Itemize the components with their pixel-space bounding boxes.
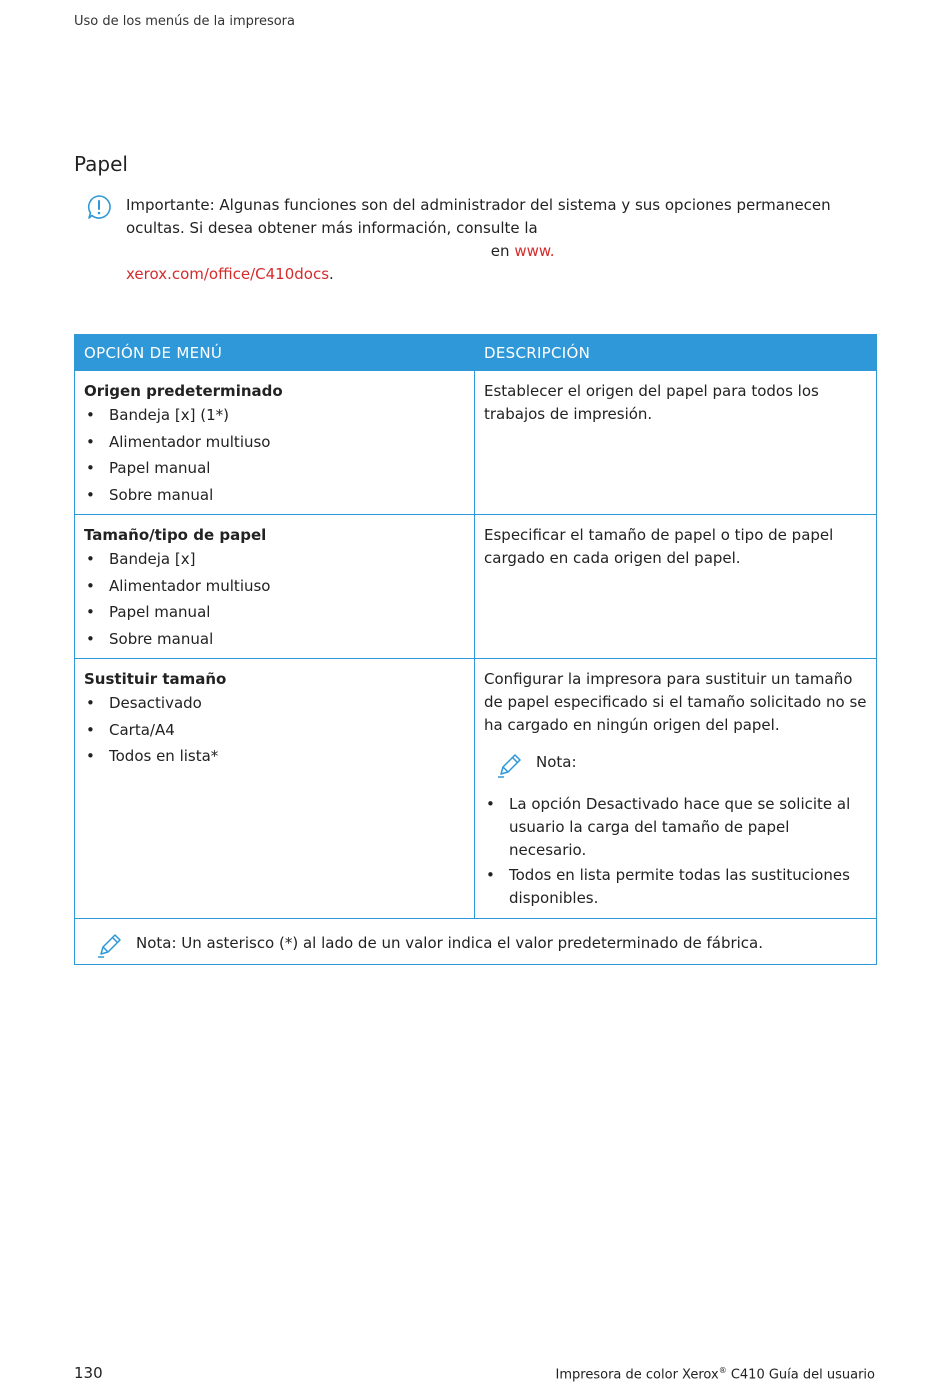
header-menu-option: OPCIÓN DE MENÚ (75, 335, 475, 371)
option-list (84, 402, 465, 508)
description-text: Configurar la impresora para sustituir un tamaño de papel especificado si el tamaño solicitado no se ha cargado en ningún origen del papel. (484, 670, 867, 734)
header-description: DESCRIPCIÓN (475, 335, 877, 371)
important-text-en: en (490, 242, 510, 260)
list-item: • Bandeja [x] (84, 546, 465, 573)
footer-title (556, 1366, 875, 1382)
footer-title-part1: Impresora de color Xerox (555, 1367, 719, 1383)
note-list (484, 793, 867, 910)
table-header-row (75, 335, 877, 371)
option-list (84, 546, 465, 652)
list-item: • Carta/A4 (84, 717, 465, 744)
docs-link-part2[interactable]: xerox.com/office/C410docs (126, 265, 330, 283)
list-item: • Papel manual (84, 455, 465, 482)
list-item: • Todos en lista* (84, 743, 465, 770)
running-head: Uso de los menús de la impresora (74, 14, 295, 29)
note-label: Nota: (536, 753, 577, 771)
option-list (84, 690, 465, 770)
footnote-text: Nota: Un asterisco (*) al lado de un valor indica el valor predeterminado de fábrica. (136, 934, 764, 952)
important-text-body: Importante: Algunas funciones son del administrador del sistema y sus opciones permanecen ocultas. Si desea obtener más información, consulte la (126, 196, 831, 237)
docs-link-part1[interactable]: www. (514, 242, 555, 260)
note (484, 747, 867, 791)
important-text (126, 194, 886, 286)
important-notice (86, 194, 886, 286)
pencil-icon (496, 751, 524, 786)
footer-title-part2: C410 Guía del usuario (726, 1367, 875, 1383)
option-title: Sustituir tamaño (84, 670, 227, 688)
list-item: • Alimentador multiuso (84, 429, 465, 456)
option-title: Tamaño/tipo de papel (84, 526, 267, 544)
description-cell (475, 659, 877, 919)
option-cell (75, 659, 475, 919)
list-item: • Sobre manual (84, 482, 465, 509)
section-title: Papel (74, 152, 128, 176)
list-item: • Alimentador multiuso (84, 573, 465, 600)
page-number: 130 (74, 1364, 103, 1382)
footnote-row (75, 919, 877, 965)
registered-mark: ® (718, 1366, 727, 1375)
list-item: • La opción Desactivado hace que se solicite al usuario la carga del tamaño de papel necesario. (484, 793, 867, 862)
option-title: Origen predeterminado (84, 382, 283, 400)
important-icon (86, 194, 112, 224)
list-item: • Sobre manual (84, 626, 465, 653)
table-row (75, 659, 877, 919)
menu-table (74, 334, 877, 965)
table-row (75, 515, 877, 659)
table-row (75, 371, 877, 515)
list-item: • Desactivado (84, 690, 465, 717)
list-item: • Todos en lista permite todas las sustituciones disponibles. (484, 864, 867, 910)
footnote-cell (75, 919, 877, 965)
description-cell: Especificar el tamaño de papel o tipo de papel cargado en cada origen del papel. (475, 515, 877, 659)
pencil-icon (96, 931, 124, 966)
list-item: • Papel manual (84, 599, 465, 626)
description-cell: Establecer el origen del papel para todos los trabajos de impresión. (475, 371, 877, 515)
important-text-end: . (329, 265, 334, 283)
option-cell (75, 515, 475, 659)
list-item: • Bandeja [x] (1*) (84, 402, 465, 429)
option-cell (75, 371, 475, 515)
